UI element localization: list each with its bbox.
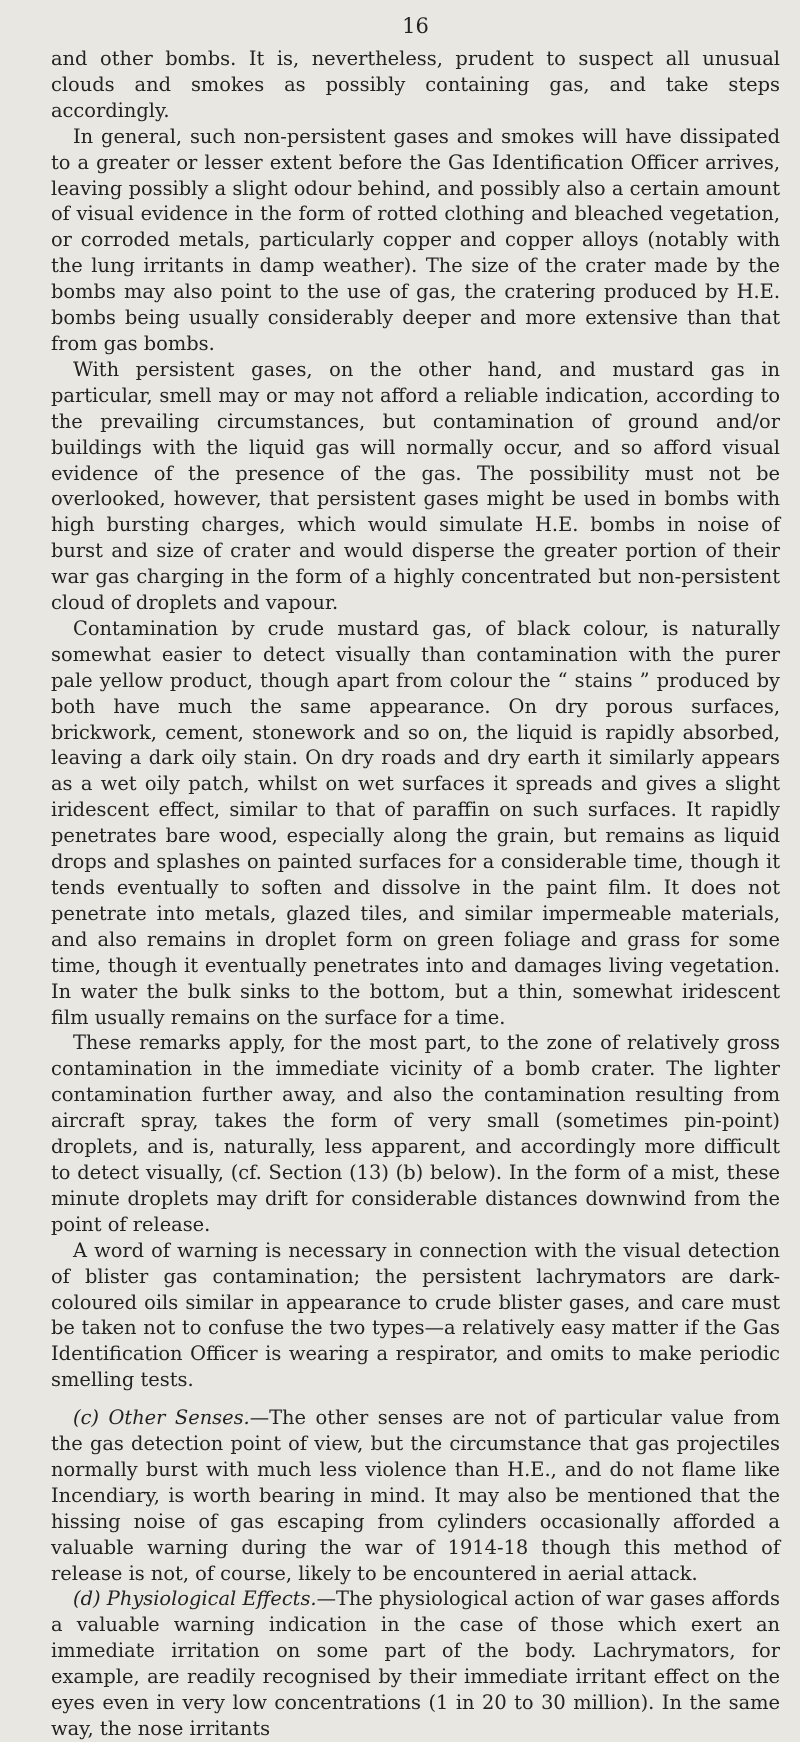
section-label: (c) Other Senses.	[73, 1406, 250, 1430]
paragraph-text: —The physiological action of war gases affords a valuable warning indication in the case of those which exert an immediate irritation on some part of the body. Lachrymators, for example, are readily recognised by their immediate irritant effect on the eyes even in very low concentrations (1 in 20 to 30 million). In the same way, the nose irritants	[51, 1587, 781, 1740]
paragraph-non-persistent-gases	[51, 124, 780, 357]
paragraph-other-senses	[51, 1405, 780, 1586]
section-label: (d) Physiological Effects.	[73, 1587, 317, 1611]
paragraph-continuation	[51, 46, 780, 124]
paragraph-text: and other bombs. It is, nevertheless, prudent to suspect all unusual clouds and smokes as possibly containing gas, and take steps accordingly.	[51, 47, 780, 122]
paragraph-text: These remarks apply, for the most part, to the zone of relatively gross contamination in the immediate vicinity of a bomb crater. The lighter contamination further away, and also the contamination resulting from aircraft spray, takes the form of very small (sometimes pin-point) droplets, and is, naturally, less apparent, and accordingly more difficult to detect visually, (cf. Section (13) (b) below). In the form of a mist, these minute droplets may drift for considerable distances downwind from the point of release.	[51, 1031, 780, 1236]
paragraph-remarks	[51, 1030, 780, 1237]
paragraph-text: —The other senses are not of particular value from the gas detection point of view, but the circumstance that gas projectiles normally burst with much less violence than H.E., and do not flame like Incendiary, is worth bearing in mind. It may also be mentioned that the hissing noise of gas escaping from cylinders occasionally afforded a valuable warning during the war of 1914-18 though this method of release is not, of course, likely to be encountered in aerial attack.	[51, 1406, 780, 1585]
paragraph-persistent-gases	[51, 357, 780, 616]
paragraph-text: With persistent gases, on the other hand, and mustard gas in particular, smell may or may not afford a reliable indication, according to the prevailing circumstances, but contamination of ground and/or buildings with the liquid gas will normally occur, and so afford visual evidence of the presence of the gas. The possibility must not be overlooked, however, that persistent gases might be used in bombs with high bursting charges, which would simulate H.E. bombs in noise of burst and size of crater and would disperse the greater portion of their war gas charging in the form of a highly concentrated but non-persistent cloud of droplets and vapour.	[51, 357, 780, 615]
page-number: 16	[402, 14, 429, 38]
paragraph-contamination	[51, 616, 780, 1031]
paragraph-text: A word of warning is necessary in connection with the visual detection of blister gas contamination; the persistent lachrymators are dark-coloured oils similar in appearance to crude blister gases, and care must be taken not to confuse the two types—a relatively easy matter if the Gas Identification Officer is wearing a respirator, and omits to make periodic smelling tests.	[51, 1238, 780, 1392]
paragraph-text: In general, such non-persistent gases and smokes will have dissipated to a greater or lesser extent before the Gas Identification Officer arrives, leaving possibly a slight odour behind, and possibly also a certain amount of visual evidence in the form of rotted clothing and bleached vegetation, or corroded metals, particularly copper and copper alloys (notably with the lung irritants in damp weather). The size of the crater made by the bombs may also point to the use of gas, the cratering produced by H.E. bombs being usually considerably deeper and more extensive than that from gas bombs.	[51, 124, 780, 355]
paragraph-text: Contamination by crude mustard gas, of black colour, is naturally somewhat easier to detect visually than contamination with the purer pale yellow product, though apart from colour the “ stains ” produced by both have much the same appearance. On dry porous surfaces, brickwork, cement, stonework and so on, the liquid is rapidly absorbed, leaving a dark oily stain. On dry roads and dry earth it similarly appears as a wet oily patch, whilst on wet surfaces it spreads and gives a slight iridescent effect, similar to that of paraffin on such surfaces. It rapidly penetrates bare wood, especially along the grain, but remains as liquid drops and splashes on painted surfaces for a considerable time, though it tends eventually to soften and dissolve in the paint film. It does not penetrate into metals, glazed tiles, and similar impermeable materials, and also remains in droplet form on green foliage and grass for some time, though it eventually penetrates into and damages living vegetation. In water the bulk sinks to the bottom, but a thin, somewhat iridescent film usually remains on the surface for a time.	[51, 616, 780, 1029]
paragraph-physiological-effects	[51, 1586, 780, 1741]
